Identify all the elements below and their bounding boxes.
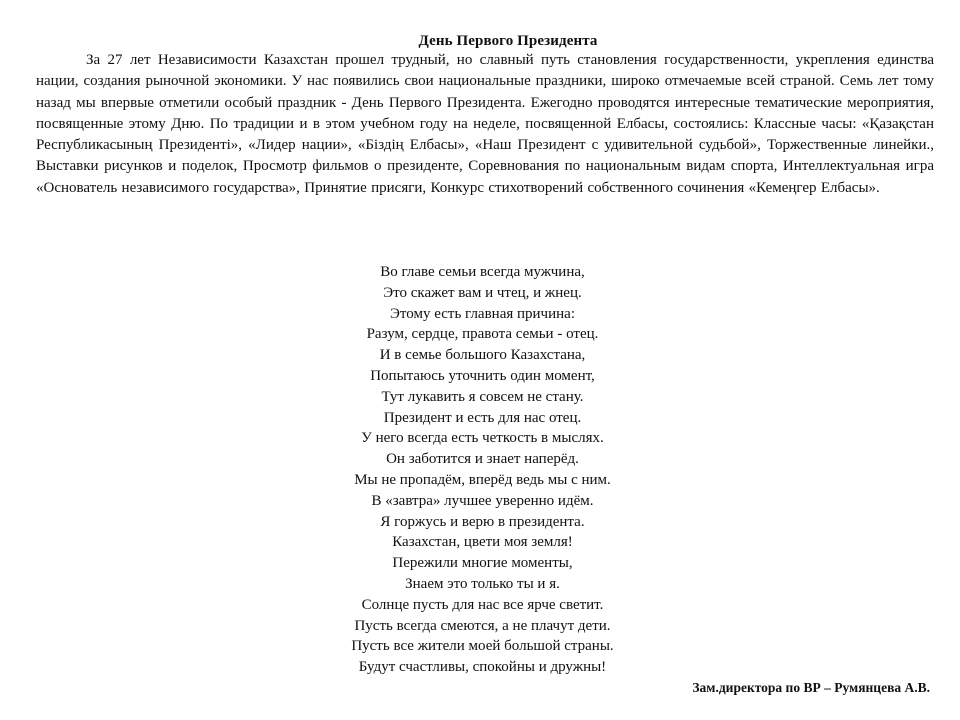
poem-line: У него всегда есть четкость в мыслях. <box>361 430 604 447</box>
poem-line: В «завтра» лучшее уверенно идём. <box>371 492 594 509</box>
poem-line: Будут счастливы, спокойны и дружны! <box>358 659 607 676</box>
poem-line: Знаем это только ты и я. <box>405 575 560 592</box>
poem-line: И в семье большого Казахстана, <box>379 347 586 364</box>
poem-line: Пусть всегда смеются, а не плачут дети. <box>354 617 611 634</box>
poem-line: Пережили многие моменты, <box>392 555 573 572</box>
poem-line: Попытаюсь уточнить один момент, <box>370 367 595 384</box>
poem-line: Этому есть главная причина: <box>390 305 575 322</box>
poem-line: Во главе семьи всегда мужчина, <box>380 264 585 280</box>
poem-line: Президент и есть для нас отец. <box>383 409 582 426</box>
poem-line: Тут лукавить я совсем не стану. <box>381 388 584 405</box>
poem-line: Я горжусь и верю в президента. <box>380 513 585 530</box>
poem-line: Разум, сердце, правота семьи - отец. <box>366 326 599 343</box>
poem-line: Казахстан, цвети моя земля! <box>392 534 573 551</box>
poem-line: Солнце пусть для нас все ярче светит. <box>361 596 604 613</box>
intro-paragraph: За 27 лет Независимости Казахстан прошел трудный, но славный путь становления государственности, укрепления единства нации, создания рыночной экономики. У нас появились свои национальные праздники, широко отмечаемые всей страной. Семь лет тому назад мы впервые отметили особый праздник - День Первого Президента. Ежегодно проводятся интересные тематические мероприятия, посвященные этому Дню. По традиции и в этом учебном году на неделе, посвященной Елбасы, состоялись: Классные часы: «Қазақстан Республикасының Президенті», «Лидер нации», «Біздің Елбасы», «Наш Президент с удивительной судьбой», Торжественные линейки., Выставки рисунков и поделок, Просмотр фильмов о президенте, Соревнования по национальным видам спорта, Интеллектуальная игра «Основатель независимого государства», Принятие присяги, Конкурс стихотворений собственного сочинения «Кемеңгер Елбасы». <box>36 52 934 196</box>
page-title: День Первого Президента <box>418 33 598 49</box>
poem-line: Мы не пропадём, вперёд ведь мы с ним. <box>354 471 611 488</box>
poem-line: Пусть все жители моей большой страны. <box>351 638 614 655</box>
signature: Зам.директора по ВР – Румянцева А.В. <box>692 680 930 695</box>
poem <box>0 262 960 678</box>
poem-line: Это скажет вам и чтец, и жнец. <box>383 284 582 301</box>
poem-line: Он заботится и знает наперёд. <box>386 451 579 468</box>
